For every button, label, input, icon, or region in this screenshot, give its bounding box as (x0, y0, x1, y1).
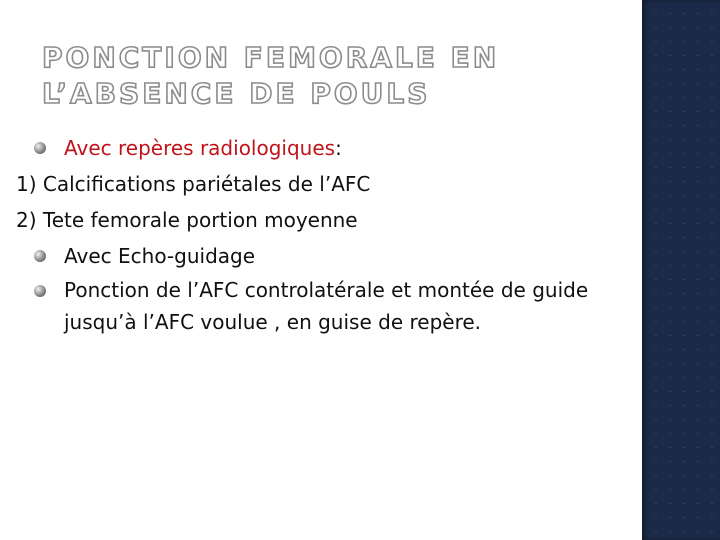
numbered-item-1: 1) Calcifications pariétales de l’AFC (16, 172, 371, 196)
title-line-1: PONCTION FEMORALE EN (42, 41, 500, 74)
bullet-item-radiological-text: Avec repères radiologiques (64, 136, 336, 160)
sphere-bullet-icon (34, 250, 46, 262)
slide-content (16, 130, 616, 338)
bullet-item-radiological (16, 130, 616, 166)
sphere-bullet-icon (34, 285, 46, 297)
bullet-item-radiological-colon: : (335, 136, 342, 160)
bullet-item-echo-text: Avec Echo-guidage (64, 244, 256, 268)
numbered-item-2: 2) Tete femorale portion moyenne (16, 208, 358, 232)
slide-title (42, 40, 602, 112)
bullet-item-contralateral (16, 274, 604, 338)
title-line-2: L’ABSENCE DE POULS (42, 77, 431, 110)
bullet-item-echo (16, 238, 616, 274)
decorative-side-panel (642, 0, 720, 540)
bullet-item-contralateral-text: Ponction de l’AFC controlatérale et montée de guide jusqu’à l’AFC voulue , en guise de repère. (64, 278, 589, 334)
sphere-bullet-icon (34, 142, 46, 154)
